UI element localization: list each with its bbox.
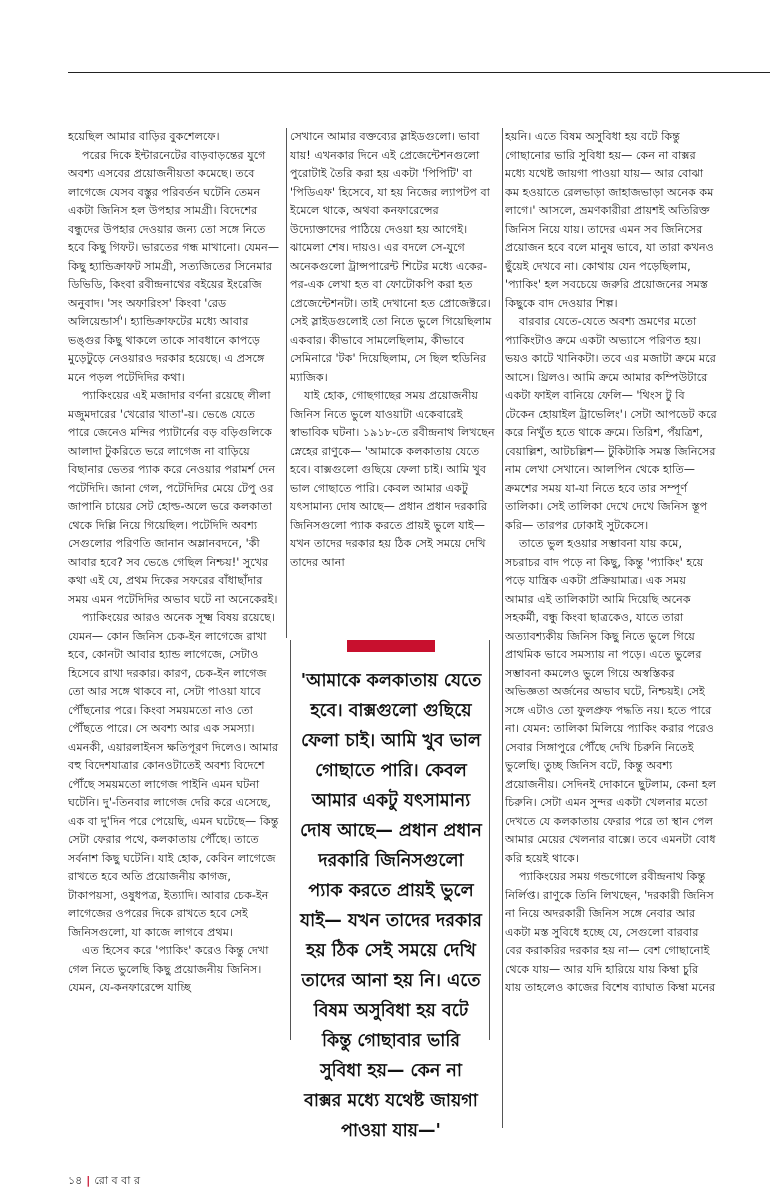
column-divider xyxy=(502,128,503,1128)
paragraph: প্যাকিংয়ের আরও অনেক সূক্ষ্ম বিষয় রয়েছে। যেমন— কোন জিনিস চেক-ইন লাগেজে রাখা হবে, কোনটা আবার হ্যান্ড লাগেজে, সেটাও হিসেবে রাখা দরকার। কারণ, চেক-ইন লাগেজ তো আর সঙ্গে থাকবে না, সেটা পাওয়া যাবে পৌঁছনোর পরে। কিংবা সময়মতো নাও তো পৌঁছতে পারে। সে অবশ্য আর এক সমস্যা। এমনকী, এয়ারলাইনস ক্ষতিপূরণ দিলেও। আমার বহু বিদেশযাত্রার কোনওটাতেই অবশ্য বিদেশে পৌঁছে সময়মতো লাগেজ পাইনি এমন ঘটনা ঘটেনি। দু'-তিনবার লাগেজ দেরি করে এসেছে, এক বা দু'দিন পরে পেয়েছি, এমন ঘটেছে— কিন্তু সেটা ফেরার পথে, কলকাতায় পৌঁছে। তাতে সর্বনাশ কিছু ঘটেনি। যাই হোক, কেবিন লাগেজে রাখতে হবে অতি প্রয়োজনীয় কাগজ, টাকাপয়সা, ওষুধপত্র, ইত্যাদি। আবার চেক-ইন লাগেজের ওপরের দিকে রাখতে হবে সেই জিনিসগুলো, যা কাজে লাগবে প্রথম। xyxy=(68,611,279,939)
paragraph: সেখানে আমার বক্তব্যের স্লাইডগুলো। ভাবা যায়! এখনকার দিনে এই প্রেজেন্টেশনগুলো পুরোটাই তৈরি করা হয় একটা 'পিপিটি' বা 'পিডিএফ' হিসেবে, যা হয় নিজের ল্যাপটপ বা ইমেলে থাকে, অথবা কনফারেন্সের উদ্যোক্তাদের পাঠিয়ে দেওয়া হয় আগেই। ঝামেলা শেষ। দায়ও। এর বদলে সে-যুগে অনেকগুলো ট্রান্সপারেন্ট শিটের মধ্যে একের-পর-এক লেখা হত বা ফোটোকপি করা হত প্রেজেন্টেশনটা। তাই দেখানো হত প্রোজেক্টরে। সেই স্লাইডগুলোই তো নিতে ভুলে গিয়েছিলাম একবার। কীভাবে সামলেছিলাম, কীভাবে সেমিনারে 'টক' দিয়েছিলাম, সে ছিল হুডিনির ম্যাজিক। xyxy=(290,130,492,384)
article-column-1 xyxy=(68,128,280,1128)
paragraph: পরের দিকে ইন্টারনেটের বাড়বাড়ন্তের যুগে অবশ্য এসবের প্রয়োজনীয়তা কমেছে। তবে লাগেজে যেসব বস্তুর পরিবর্তন ঘটেনি তেমন একটা জিনিস হল উপহার সামগ্রী। বিদেশের বন্ধুদের উপহার দেওয়ার জন্য তো সঙ্গে নিতে হবে কিছু গিফট। ভারতের গন্ধ মাখানো। যেমন— কিছু হ্যান্ডিক্রাফট সামগ্রী, সত্যজিতের সিনেমার ডিভিডি, কিংবা রবীন্দ্রনাথের বইয়ের ইংরেজি অনুবাদ। 'সং অফারিংস' কিংবা 'রেড অলিয়েন্ডার্স'। হ্যান্ডিক্রাফটের মধ্যে আবার ভঙ্গুর কিছু থাকলে তাকে সাবধানে কাপড়ে মুড়েটুড়ে নেওয়ারও দরকার হয়েছে। এ প্রসঙ্গে মনে পড়ল পটেদিদির কথা। xyxy=(68,148,280,384)
pull-quote-text: 'আমাকে কলকাতায় যেতে হবে। বাক্সগুলো গুছিয়ে ফেলা চাই। আমি খুব ভাল গোছাতে পারি। কেবল আমার একটু যৎসামান্য দোষ আছে— প্রধান প্রধান দরকারি জিনিসগুলো প্যাক করতে প্রায়ই ভুলে যাই— যখন তাদের দরকার হয় ঠিক সেই সময়ে দেখি তাদের আনা হয় নি। এতে বিষম অসুবিধা হয় বটে কিন্তু গোছাবার ভারি সুবিধা হয়— কেন না বাক্সর মধ্যে যথেষ্ট জায়গা পাওয়া যায়—' xyxy=(300,671,482,1141)
paragraph: প্যাকিংয়ের সময় গন্ডগোলে রবীন্দ্রনাথ কিন্তু নির্লিপ্ত। রাণুকে তিনি লিখছেন, 'দরকারী জিনিস না নিয়ে অদরকারী জিনিস সঙ্গে নেবার আর একটা মস্ত সুবিধে হচ্ছে যে, সেগুলো বারবার বের করাকরির দরকার হয় না— বেশ গোছানোই থেকে যায়— আর যদি হারিয়ে যায় কিম্বা চুরি যায় তাহলেও কাজের বিশেষ ব্যাঘাত কিম্বা মনের xyxy=(505,870,716,994)
page-footer xyxy=(68,1172,140,1191)
paragraph: প্যাকিংয়ের এই মজাদার বর্ণনা রয়েছে লীলা মজুমদারের 'খেরোর খাতা'-য়। ভেঙে যেতে পারে জেনেও মন্দির প্যাটার্নের বড় বড়িগুলিকে আলাদা টুকরিতে ভরে লাগেজ না বাড়িয়ে বিছানার ভেতর প্যাক করে নেওয়ার পরামর্শ দেন পটেদিদি। জানা গেল, পটেদিদির মেয়ে টেপু ওর জাপানি চায়ের সেট হোল্ড-অলে ভরে কলকাতা থেকে দিল্লি নিয়ে গিয়েছিল। পটেদিদি অবশ্য সেগুলোর পরিণতি জানান অম্লানবদনে, 'কী আবার হবে? সব ভেঙে গেছিল নিশ্চয়!' সুখের কথা এই যে, প্রথম দিকের সফরের বাঁধাছাঁদার সময় এমন পটেদিদির অভাব ঘটে না অনেকেরই। xyxy=(68,389,278,606)
magazine-name: রো ব বা র xyxy=(94,1174,140,1187)
paragraph: বারবার যেতে-যেতে অবশ্য ভ্রমণের মতো প্যাকিংটাও ক্রমে একটা অভ্যাসে পরিণত হয়। ভয়ও কাটে খানিকটা। তবে এর মজাটা ক্রমে মরে আসে। থ্রিলও। আমি ক্রমে আমার কম্পিউটারে একটা ফাইল বানিয়ে ফেলি— 'থিংস টু বি টেকেন হোয়াইল ট্রাভেলিং'। সেটা আপডেট করে করে নিখুঁত হতে থাকে ক্রমে। তিরিশ, পঁয়ত্রিশ, বেয়াল্লিশ, আটচল্লিশ— টুকিটাকি সমস্ত জিনিসের নাম লেখা সেখানে। আলপিন থেকে হাতি— ক্রমশের সময় যা-যা নিতে হবে তার সম্পূর্ণ তালিকা। সেই তালিকা দেখে দেখে জিনিস স্তূপ করি— তারপর ঢোকাই সুটকেসে। xyxy=(505,315,717,532)
article-column-2 xyxy=(290,128,498,630)
paragraph: এত হিসেব করে 'প্যাকিং' করেও কিন্তু দেখা গেল নিতে ভুলেছি কিছু প্রয়োজনীয় জিনিস। যেমন, যে-কনফারেন্সে যাচ্ছি xyxy=(68,944,269,994)
article-column-3 xyxy=(505,128,717,1128)
pull-quote xyxy=(290,640,490,1141)
paragraph: হয়েছিল আমার বাড়ির বুকশেলফে। xyxy=(68,130,220,143)
column-divider xyxy=(286,128,287,638)
paragraph: যাই হোক, গোছগাছের সময় প্রয়োজনীয় জিনিস নিতে ভুলে যাওয়াটা একেবারেই স্বাভাবিক ঘটনা। ১৯১৮-তে রবীন্দ্রনাথ লিখছেন স্নেহের রাণুকে— 'আমাকে কলকাতায় যেতে হবে। বাক্সগুলো গুছিয়ে ফেলা চাই। আমি খুব ভাল গোছাতে পারি। কেবল আমার একটু যৎসামান্য দোষ আছে— প্রধান প্রধান দরকারি জিনিসগুলো প্যাক করতে প্রায়ই ভুলে যাই— যখন তাদের দরকার হয় ঠিক সেই সময়ে দেখি তাদের আনা xyxy=(290,389,495,569)
paragraph: তাতে ভুল হওয়ার সম্ভাবনা যায় কমে, সচরাচর বাদ পড়ে না কিছু, কিন্তু 'প্যাকিং' হয়ে পড়ে যান্ত্রিক একটা প্রক্রিয়ামাত্র। এক সময় আমার এই তালিকাটা আমি দিয়েছি অনেক সহকর্মী, বন্ধু কিংবা ছাত্রকেও, যাতে তারা অত্যাবশ্যকীয় জিনিস কিছু নিতে ভুলে গিয়ে প্রাথমিক ভাবে সমস্যায় না পড়ে। এতে ভুলের সম্ভাবনা কমলেও ভুলে গিয়ে অস্বস্তিকর অভিজ্ঞতা অর্জনের অভাব ঘটে, নিশ্চয়ই। সেই সঙ্গে এটাও তো ফুলপ্রুফ পদ্ধতি নয়। হতে পারে না। যেমন: তালিকা মিলিয়ে প্যাকিং করার পরেও সেবার সিঙ্গাপুরে পৌঁছে দেখি চিরুনি নিতেই ভুলেছি। তুচ্ছ জিনিস বটে, কিন্তু অবশ্য প্রয়োজনীয়। সেদিনই দোকানে ছুটলাম, কেনা হল চিরুনি। সেটা এমন সুন্দর একটা খেলনার মতো দেখতে যে কলকাতায় ফেরার পরে তা স্থান পেল আমার মেয়ের খেলনার বাক্সে। তবে এমনটা বোধ করি হয়েই থাকে। xyxy=(505,537,717,865)
paragraph: হয়নি। এতে বিষম অসুবিধা হয় বটে কিন্তু গোছানোর ভারি সুবিধা হয়— কেন না বাক্সর মধ্যে যথেষ্ট জায়গা পাওয়া যায়— আর বোঝা কম হওয়াতে রেলভাড়া জাহাজভাড়া অনেক কম লাগে।' আসলে, ভ্রমণকারীরা প্রায়শই অতিরিক্ত জিনিস নিয়ে যায়। তাদের এমন সব জিনিসের প্রয়োজন হবে বলে মানুষ ভাবে, যা তারা কখনও ছুঁয়েই দেখবে না। কোথায় যেন পড়েছিলাম, 'প্যাকিং' হল সবচেয়ে জরুরি প্রয়োজনের সমস্ত কিছুকে বাদ দেওয়ার শিল্প। xyxy=(505,130,714,310)
top-rule xyxy=(68,72,770,73)
footer-separator: | xyxy=(86,1174,91,1187)
page-number: ১৪ xyxy=(68,1174,83,1187)
pull-quote-accent-bar xyxy=(347,640,435,652)
